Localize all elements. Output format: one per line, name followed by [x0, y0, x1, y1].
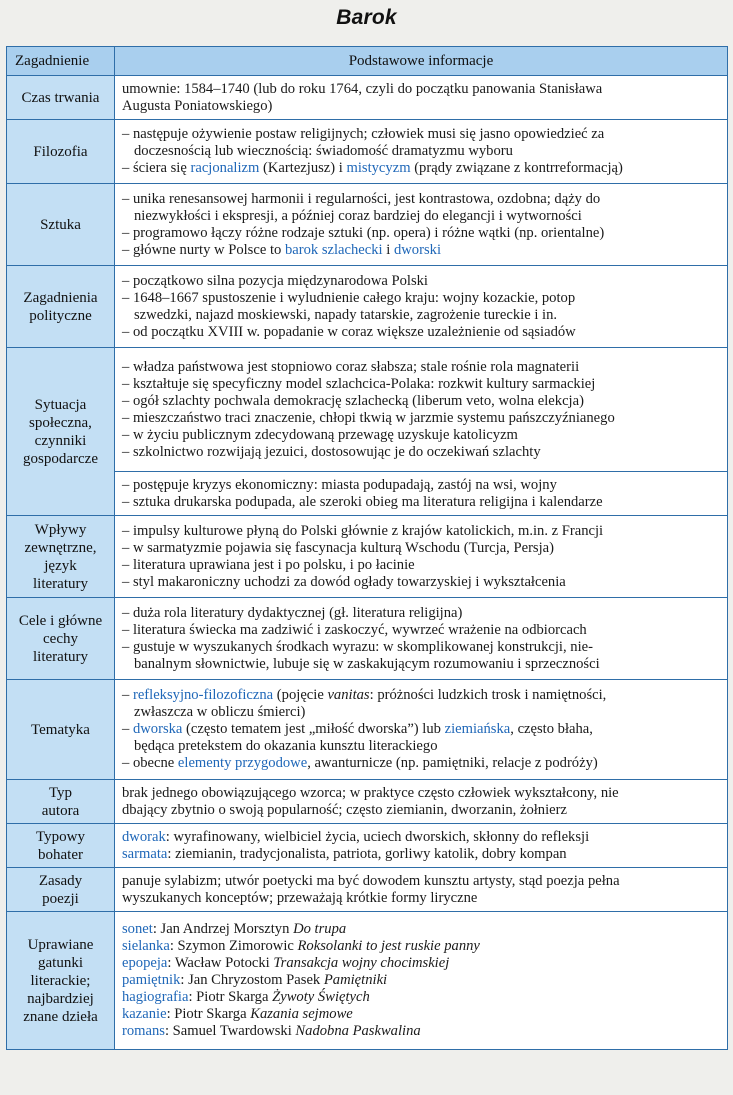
text-fragment: – od początku XVIII w. popadanie w coraz większe uzależnienie od sąsiadów — [122, 323, 576, 340]
text-fragment: autora — [41, 802, 80, 819]
text-fragment: – — [122, 721, 133, 737]
text-fragment: – ogół szlachty pochwala demokrację szlachecką (liberum veto, wolna elekcja) — [122, 392, 584, 409]
text-fragment: – 1648–1667 spustoszenie i wyludnienie całego kraju: wojny kozackie, potop — [122, 289, 576, 306]
text-fragment: czynniki — [34, 432, 87, 449]
text-fragment: Nadobna Paskwalina — [295, 1023, 421, 1039]
text-fragment: : Wacław Potocki — [167, 955, 274, 971]
row-label — [7, 912, 115, 1050]
text-fragment: – — [122, 687, 133, 703]
list-item — [122, 1023, 719, 1040]
text-fragment: gatunki — [38, 954, 83, 971]
text-fragment: – unika renesansowej harmonii i regularności, jest kontrastowa, ozdobna; dąży do — [122, 190, 601, 207]
text-fragment: : próżności ludzkich trosk i namiętności, — [369, 687, 607, 703]
text-fragment: , awanturnicze (np. pamiętniki, relacje z podróży) — [307, 755, 598, 771]
row-content — [115, 598, 728, 680]
row-content — [115, 348, 728, 472]
row-content — [115, 780, 728, 824]
text-fragment: – w sarmatyzmie pojawia się fascynacja kulturą Wschodu (Turcja, Persja) — [122, 539, 555, 556]
text-fragment: Wpływy — [34, 521, 87, 538]
text-fragment: Uprawiane — [27, 936, 94, 953]
text-fragment: literackie; — [30, 972, 91, 989]
text-fragment: Filozofia — [33, 143, 88, 160]
text-fragment: literatury — [33, 575, 88, 592]
row-label — [7, 266, 115, 348]
text-fragment: dbający zbytnio o swoją popularność; często ziemianin, dworzanin, żołnierz — [122, 801, 567, 818]
list-item — [122, 972, 719, 989]
table-row — [7, 780, 728, 824]
term-dworski: dworski — [393, 241, 441, 258]
row-label — [7, 184, 115, 266]
table-header-row — [7, 47, 728, 76]
text-fragment: najbardziej — [27, 990, 94, 1007]
text-fragment: : Szymon Zimorowic — [169, 938, 298, 954]
term-racjonalizm: racjonalizm — [190, 160, 260, 176]
text-fragment: sielanka — [122, 938, 170, 954]
list-item — [122, 921, 719, 938]
text-fragment: gospodarcze — [23, 450, 98, 467]
text-fragment: niezwykłości i ekspresji, a później coraz bardziej do elegancji i wytworności — [134, 207, 582, 224]
text-fragment: (pojęcie — [273, 687, 328, 703]
text-fragment: (Kartezjusz) i — [259, 160, 347, 176]
text-fragment: (często tematem jest „miłość dworska”) lub — [182, 721, 445, 737]
info-table — [6, 46, 728, 1050]
text-fragment: polityczne — [29, 307, 92, 324]
text-fragment: zwłaszcza w obliczu śmierci) — [134, 704, 306, 720]
list-item — [122, 938, 719, 955]
term-elementy-przygodowe: elementy przygodowe — [177, 755, 308, 771]
row-content — [115, 912, 728, 1050]
row-label — [7, 348, 115, 516]
table-row — [7, 184, 728, 266]
text-fragment: (prądy związane z kontrreformacją) — [410, 160, 623, 176]
row-content — [115, 680, 728, 780]
table-row — [7, 266, 728, 348]
text-fragment: bohater — [38, 846, 83, 863]
text-fragment: vanitas — [327, 687, 370, 703]
text-fragment: zewnętrzne, — [24, 539, 97, 556]
row-content — [115, 824, 728, 868]
document-title: Barok — [336, 6, 397, 29]
text-fragment: – ściera się — [122, 160, 191, 176]
text-fragment: umownie: 1584–1740 (lub do roku 1764, czyli do początku panowania Stanisława — [122, 80, 603, 97]
text-fragment: – w życiu publicznym zdecydowaną przewagę uzyskuje katolicyzm — [122, 426, 518, 443]
text-fragment: – szkolnictwo rozwijają jezuici, dostosowując je do oczekiwań szlachty — [122, 443, 541, 460]
text-fragment: – postępuje kryzys ekonomiczny: miasta podupadają, zastój na wsi, wojny — [122, 476, 557, 493]
text-fragment: – gustuje w wyszukanych środkach wyrazu: w skomplikowanej konstrukcji, nie- — [122, 638, 593, 655]
text-fragment: i — [382, 241, 394, 258]
text-fragment: Typ — [48, 784, 73, 801]
text-fragment: – mieszczaństwo traci znaczenie, chłopi tkwią w jarzmie systemu pańszczyźnianego — [122, 409, 615, 426]
text-fragment: – główne nurty w Polsce to — [122, 241, 285, 258]
text-fragment: Tematyka — [31, 721, 90, 738]
header-topic: Zagadnienie — [7, 47, 115, 76]
table-row — [7, 598, 728, 680]
table-row — [7, 120, 728, 184]
text-fragment: – początkowo silna pozycja międzynarodowa Polski — [122, 272, 428, 289]
text-fragment: Roksolanki to jest ruskie panny — [297, 938, 480, 954]
text-fragment: doczesnością lub wiecznością: świadomość dramatyzmu wyboru — [134, 143, 513, 159]
text-fragment: : ziemianin, tradycjonalista, patriota, gorliwy katolik, dobry kompan — [167, 845, 567, 862]
text-fragment: szwedzki, najazd moskiewski, napady tatarskie, zagrożenie tureckie i in. — [134, 306, 558, 323]
text-fragment: : Samuel Twardowski — [164, 1023, 296, 1039]
text-fragment: – programowo łączy różne rodzaje sztuki (np. opera) i różne wątki (np. orientalne) — [122, 224, 605, 241]
text-fragment: język — [44, 557, 77, 574]
header-info: Podstawowe informacje — [115, 47, 728, 76]
table-row — [7, 348, 728, 472]
text-fragment: Typowy — [36, 828, 85, 845]
list-item — [122, 1006, 719, 1023]
row-content — [115, 184, 728, 266]
row-label — [7, 868, 115, 912]
text-fragment: Augusta Poniatowskiego) — [122, 97, 273, 114]
row-label — [7, 516, 115, 598]
text-fragment: banalnym słownictwie, lubuje się w zaskakującym rozumowaniu i sprzeczności — [134, 655, 600, 672]
list-item — [122, 989, 719, 1006]
row-label — [7, 598, 115, 680]
text-fragment: : Piotr Skarga — [188, 989, 273, 1005]
text-fragment: literatury — [33, 648, 88, 665]
text-fragment: – impulsy kulturowe płyną do Polski głównie z krajów katolickich, m.in. z Francji — [122, 522, 604, 539]
text-fragment: poezji — [42, 890, 79, 907]
text-fragment: Czas trwania — [21, 89, 100, 106]
text-fragment: : wyrafinowany, wielbiciel życia, uciech dworskich, skłonny do refleksji — [165, 828, 590, 845]
table-row — [7, 516, 728, 598]
table-row — [7, 824, 728, 868]
text-fragment: – styl makaroniczny uchodzi za dowód ogłady towarzyskiej i wykształcenia — [122, 573, 566, 590]
table-row — [7, 76, 728, 120]
table-row — [7, 868, 728, 912]
text-fragment: Cele i główne — [18, 612, 103, 629]
term-barok-szlachecki: barok szlachecki — [284, 241, 383, 258]
term-ziemianska: ziemiańska — [444, 721, 511, 737]
text-fragment: Do trupa — [293, 921, 347, 937]
text-fragment: Kazania sejmowe — [250, 1006, 353, 1022]
text-fragment: Zagadnienia — [23, 289, 98, 306]
list-item — [122, 955, 719, 972]
term-sarmata: sarmata — [122, 845, 168, 862]
text-fragment: Żywoty Świętych — [272, 989, 370, 1005]
text-fragment: – obecne — [122, 755, 178, 771]
row-label — [7, 120, 115, 184]
text-fragment: Sytuacja — [34, 396, 87, 413]
text-fragment: będąca pretekstem do okazania kunsztu literackiego — [134, 738, 438, 754]
text-fragment: – następuje ożywienie postaw religijnych; człowiek musi się jasno opowiedzieć za — [122, 126, 605, 142]
row-content — [115, 516, 728, 598]
row-label — [7, 76, 115, 120]
text-fragment: – duża rola literatury dydaktycznej (gł. literatura religijna) — [122, 604, 463, 621]
text-fragment: hagiografia — [122, 989, 189, 1005]
table-row — [7, 472, 728, 516]
text-fragment: pamiętnik — [122, 972, 181, 988]
text-fragment: wyszukanych konceptów; przeważają krótkie formy liryczne — [122, 889, 478, 906]
text-fragment: – sztuka drukarska podupada, ale szeroki obieg ma literatura religijna i kalendarze — [122, 493, 603, 510]
text-fragment: społeczna, — [29, 414, 92, 431]
text-fragment: – kształtuje się specyficzny model szlachcica-Polaka: rozkwit kultury sarmackiej — [122, 375, 596, 392]
text-fragment: – władza państwowa jest stopniowo coraz słabsza; stale rośnie rola magnaterii — [122, 358, 580, 375]
text-fragment: cechy — [43, 630, 78, 647]
text-fragment: znane dzieła — [23, 1008, 98, 1025]
term-mistycyzm: mistycyzm — [346, 160, 411, 176]
term-dworska: dworska — [132, 721, 183, 737]
text-fragment: Transakcja wojny chocimskiej — [273, 955, 450, 971]
text-fragment: – literatura świecka ma zadziwić i zaskoczyć, wywrzeć wrażenie na odbiorcach — [122, 621, 587, 638]
text-fragment: panuje sylabizm; utwór poetycki ma być dowodem kunsztu artysty, stąd poezja pełna — [122, 872, 620, 889]
text-fragment: : Piotr Skarga — [166, 1006, 251, 1022]
text-fragment: Pamiętniki — [323, 972, 388, 988]
text-fragment: – literatura uprawiana jest i po polsku, i po łacinie — [122, 556, 415, 573]
row-content — [115, 472, 728, 516]
row-label — [7, 680, 115, 780]
table-row — [7, 680, 728, 780]
text-fragment: : Jan Andrzej Morsztyn — [152, 921, 294, 937]
row-content — [115, 120, 728, 184]
row-content — [115, 266, 728, 348]
term-dworak: dworak — [122, 828, 166, 845]
table-row — [7, 912, 728, 1050]
text-fragment: : Jan Chryzostom Pasek — [180, 972, 324, 988]
text-fragment: sonet — [122, 921, 153, 937]
text-fragment: brak jednego obowiązującego wzorca; w praktyce często człowiek wykształcony, nie — [122, 784, 619, 801]
row-content — [115, 76, 728, 120]
row-content — [115, 868, 728, 912]
term-refleksyjno-filozoficzna: refleksyjno-filozoficzna — [132, 687, 274, 703]
text-fragment: Zasady — [38, 872, 83, 889]
row-label — [7, 780, 115, 824]
text-fragment: kazanie — [122, 1006, 167, 1022]
row-label — [7, 824, 115, 868]
text-fragment: romans — [122, 1023, 165, 1039]
text-fragment: , często błaha, — [510, 721, 593, 737]
text-fragment: Sztuka — [40, 216, 81, 233]
text-fragment: epopeja — [122, 955, 168, 971]
